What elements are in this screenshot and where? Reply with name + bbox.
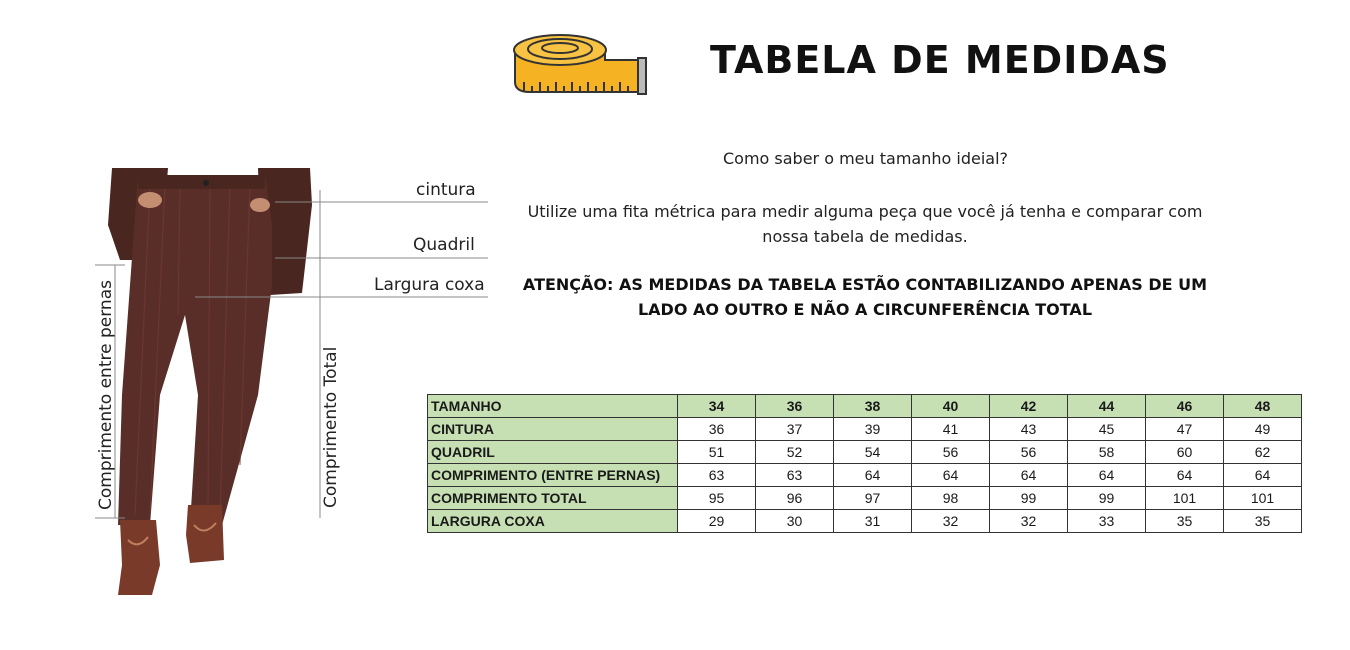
measure-cell: 41 xyxy=(912,418,990,441)
size-header-cell: 46 xyxy=(1146,395,1224,418)
header-label-cell: TAMANHO xyxy=(428,395,678,418)
measure-cell: 30 xyxy=(756,510,834,533)
measure-warning: ATENÇÃO: AS MEDIDAS DA TABELA ESTÃO CONTABILIZANDO APENAS DE UM LADO AO OUTRO E NÃO A CIRCUNFERÊNCIA TOTAL xyxy=(522,275,1208,319)
measure-cell: 56 xyxy=(990,441,1068,464)
measure-cell: 62 xyxy=(1224,441,1302,464)
table-row xyxy=(428,418,1302,441)
table-row xyxy=(428,510,1302,533)
measure-instruction: Utilize uma fita métrica para medir alguma peça que você já tenha e comparar com nossa tabela de medidas. xyxy=(527,202,1203,246)
measure-cell: 51 xyxy=(678,441,756,464)
measure-cell: 32 xyxy=(990,510,1068,533)
label-comprimento-total: Comprimento Total xyxy=(321,346,341,508)
row-label-cell: COMPRIMENTO (ENTRE PERNAS) xyxy=(428,464,678,487)
measure-cell: 32 xyxy=(912,510,990,533)
label-quadril: Quadril xyxy=(413,235,475,255)
measure-cell: 36 xyxy=(678,418,756,441)
measure-cell: 99 xyxy=(1068,487,1146,510)
size-header-cell: 42 xyxy=(990,395,1068,418)
model-photo xyxy=(90,165,500,600)
measure-cell: 35 xyxy=(1224,510,1302,533)
size-header-cell: 44 xyxy=(1068,395,1146,418)
row-label-cell: QUADRIL xyxy=(428,441,678,464)
measure-cell: 63 xyxy=(756,464,834,487)
size-question: Como saber o meu tamanho ideial? xyxy=(722,149,1008,168)
measure-cell: 58 xyxy=(1068,441,1146,464)
measure-cell: 98 xyxy=(912,487,990,510)
measure-cell: 64 xyxy=(834,464,912,487)
label-cintura: cintura xyxy=(416,180,476,200)
measure-cell: 43 xyxy=(990,418,1068,441)
measure-cell: 101 xyxy=(1224,487,1302,510)
table-header-row xyxy=(428,395,1302,418)
measure-cell: 99 xyxy=(990,487,1068,510)
label-largura-coxa: Largura coxa xyxy=(374,275,485,295)
row-label-cell: COMPRIMENTO TOTAL xyxy=(428,487,678,510)
size-header-cell: 40 xyxy=(912,395,990,418)
measure-cell: 47 xyxy=(1146,418,1224,441)
measure-cell: 63 xyxy=(678,464,756,487)
label-comprimento-entre-pernas: Comprimento entre pernas xyxy=(96,280,116,510)
measure-cell: 45 xyxy=(1068,418,1146,441)
measure-cell: 95 xyxy=(678,487,756,510)
measure-cell: 54 xyxy=(834,441,912,464)
page-title: TABELA DE MEDIDAS xyxy=(710,38,1170,82)
measure-cell: 101 xyxy=(1146,487,1224,510)
size-header-cell: 48 xyxy=(1224,395,1302,418)
measure-cell: 64 xyxy=(1146,464,1224,487)
measure-cell: 33 xyxy=(1068,510,1146,533)
measure-cell: 64 xyxy=(1068,464,1146,487)
size-header-cell: 34 xyxy=(678,395,756,418)
row-label-cell: CINTURA xyxy=(428,418,678,441)
size-header-cell: 38 xyxy=(834,395,912,418)
measure-cell: 64 xyxy=(990,464,1068,487)
measure-cell: 31 xyxy=(834,510,912,533)
row-label-cell: LARGURA COXA xyxy=(428,510,678,533)
measure-cell: 49 xyxy=(1224,418,1302,441)
measure-cell: 64 xyxy=(912,464,990,487)
measure-cell: 56 xyxy=(912,441,990,464)
table-row xyxy=(428,487,1302,510)
table-row xyxy=(428,441,1302,464)
measure-cell: 60 xyxy=(1146,441,1224,464)
measuring-tape-icon xyxy=(510,30,650,98)
size-header-cell: 36 xyxy=(756,395,834,418)
table-row xyxy=(428,464,1302,487)
measure-cell: 64 xyxy=(1224,464,1302,487)
measure-cell: 39 xyxy=(834,418,912,441)
measure-cell: 35 xyxy=(1146,510,1224,533)
size-table xyxy=(427,394,1302,533)
measure-cell: 29 xyxy=(678,510,756,533)
measure-cell: 37 xyxy=(756,418,834,441)
measure-cell: 52 xyxy=(756,441,834,464)
measure-cell: 97 xyxy=(834,487,912,510)
measure-cell: 96 xyxy=(756,487,834,510)
